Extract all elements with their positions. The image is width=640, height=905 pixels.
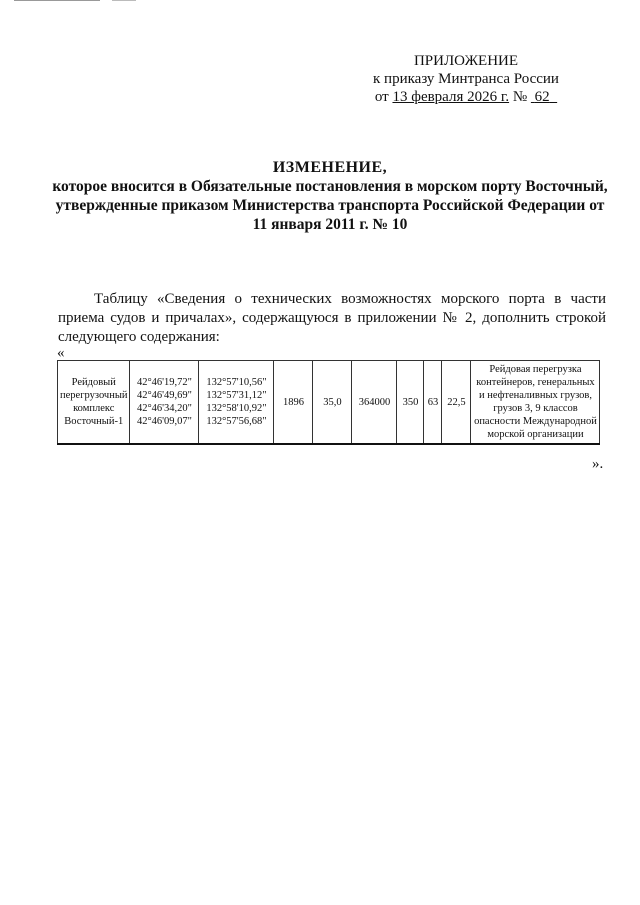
heading-title: ИЗМЕНЕНИЕ, [272, 159, 388, 176]
cell-latitudes: 42°46'19,72" 42°46'49,69" 42°46'34,20" 42°46'09,07" [130, 361, 199, 445]
order-number: 62 [534, 89, 550, 105]
scan-top-line [14, 0, 100, 1]
scan-top-line-2 [112, 0, 136, 1]
cell-purpose: Рейдовая перегрузка контейнеров, генеральных и нефтеналивных грузов, грузов 3, 9 классов опасности Международной морской организации [471, 361, 600, 445]
quote-open: « [57, 345, 65, 361]
quote-close: ». [592, 456, 604, 472]
cell-width: 63 [424, 361, 442, 445]
document-heading [40, 158, 620, 234]
body-paragraph: Таблицу «Сведения о технических возможностях морского порта в части приема судов и причалах», содержащуюся в приложении № 2, дополнить строкой следующего содержания: [58, 291, 606, 345]
table-row [58, 361, 600, 445]
cell-deadweight: 364000 [352, 361, 397, 445]
appendix-date-line [336, 88, 596, 106]
cell-depth: 35,0 [313, 361, 352, 445]
heading-line-2: утвержденные приказом Министерства транспорта Российской Федерации от [55, 197, 605, 214]
heading-line-1: которое вносится в Обязательные постановления в морском порту Восточный, [52, 178, 608, 195]
appendix-block [336, 52, 596, 106]
order-date: 13 февраля 2026 г. [392, 89, 510, 105]
cell-area: 1896 [274, 361, 313, 445]
appendix-order-ref: к приказу Минтранса России [373, 71, 559, 87]
insert-row-table [57, 360, 600, 445]
date-prefix: от [374, 89, 389, 105]
heading-line-3: 11 января 2011 г. № 10 [252, 216, 408, 233]
number-prefix: № [512, 89, 528, 105]
cell-longitudes: 132°57'10,56" 132°57'31,12" 132°58'10,92" 132°57'56,68" [199, 361, 274, 445]
cell-draft: 22,5 [442, 361, 471, 445]
appendix-title: ПРИЛОЖЕНИЕ [413, 53, 519, 69]
cell-length: 350 [397, 361, 424, 445]
cell-name: Рейдовый перегрузочный комплекс Восточный-1 [58, 361, 130, 445]
